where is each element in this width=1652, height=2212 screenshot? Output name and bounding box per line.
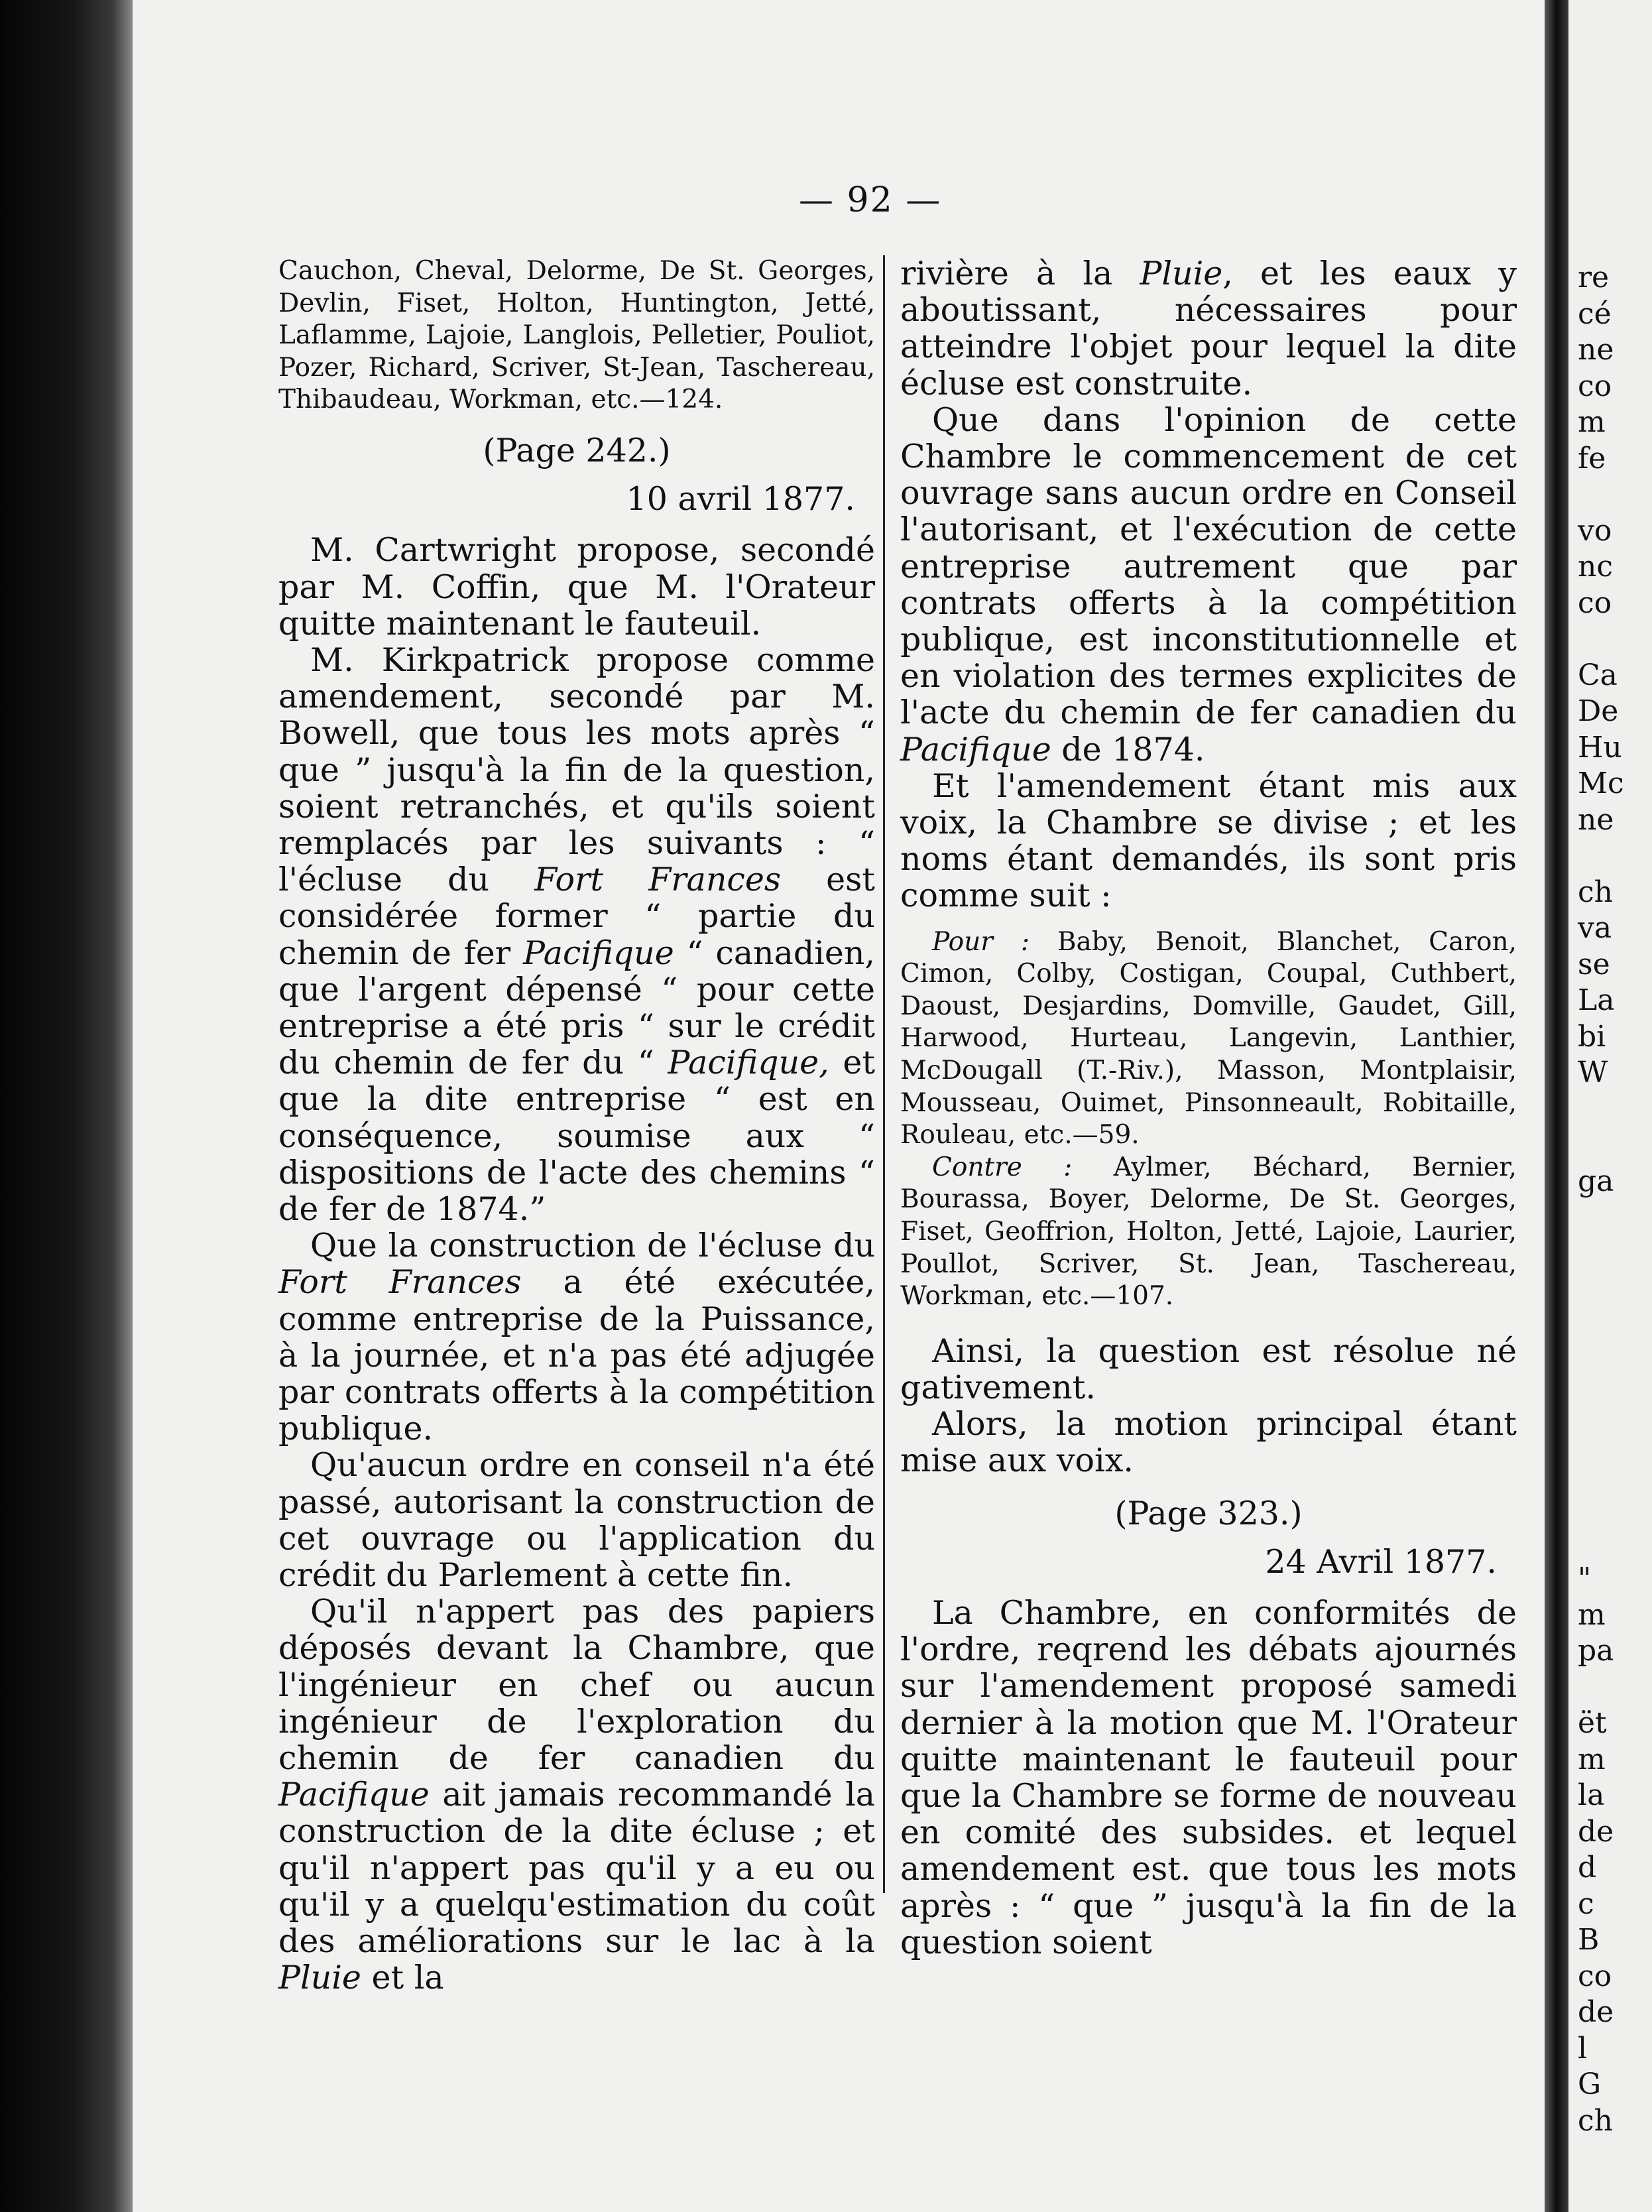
next-page-fragment: B [1578, 1923, 1600, 1957]
next-page-fragment: c [1578, 1886, 1594, 1921]
next-page-fragment: Hu [1578, 730, 1622, 765]
sitting-date-2: 24 Avril 1877. [1265, 1542, 1497, 1581]
paragraph-continuation: rivière à la Pluie, et les eaux y aboutissant, nécessaires pour atteindre l'objet pour lequel la dite écluse est construite. [900, 255, 1517, 402]
next-page-fragment: co [1578, 585, 1612, 620]
next-page-fragment: fe [1578, 441, 1606, 475]
sitting-date: 10 avril 1877. [626, 480, 855, 519]
next-page-fragment: co [1578, 1959, 1612, 1993]
next-page-fragment: ch [1578, 2103, 1613, 2138]
next-page-fragment: W [1578, 1056, 1608, 1089]
page-reference-2: (Page 323.) [1114, 1494, 1303, 1532]
paragraph-papers: Qu'il n'appert pas des papiers déposés devant la Chambre, que l'ingénieur en chef ou aucun ingénieur de l'exploration du chemin de fer canadien du Pacifique ait jamais recommandé la construction de la dite écluse ; et qu'il n'appert pas qu'il y a eu ou qu'il y a quelqu'estimation du coût des améliorations sur le lac à la Pluie et la [278, 1593, 875, 1997]
next-page-fragment: vo [1578, 513, 1612, 548]
next-page-fragment: Mc [1578, 767, 1624, 800]
next-page-fragment: " [1578, 1562, 1592, 1595]
next-page-fragment: ne [1578, 333, 1614, 367]
next-page-fragment: pa [1578, 1634, 1614, 1668]
paragraph-motion: M. Cartwright propose, secondé par M. Coffin, que M. l'Orateur quitte maintenant le fauteuil. [278, 531, 875, 643]
page-number: — 92 — [799, 180, 942, 220]
paragraph-construction: Que la construction de l'écluse du Fort Frances a été exécutée, comme entreprise de la Puissance, à la journée, et n'a pas été adjugée par contrats offerts à la compétition publique. [278, 1227, 875, 1448]
next-page-fragment: ne [1578, 802, 1614, 837]
next-page-fragment: cé [1578, 296, 1612, 331]
next-page-fragment: m [1578, 1597, 1606, 1632]
paragraph-main-motion: Alors, la motion principal étant mise aux voix. [900, 1405, 1517, 1480]
next-page-fragment: m [1578, 1742, 1606, 1776]
left-column [278, 255, 875, 1997]
next-page-fragment: re [1578, 261, 1610, 294]
next-page-fragment: ga [1578, 1164, 1614, 1198]
next-page-fragment: la [1578, 1778, 1605, 1812]
vote-pour: Pour : Baby, Benoit, Blanchet, Caron, Cimon, Colby, Costigan, Coupal, Cuthbert, Daoust, Desjardins, Domville, Gaudet, Gill, Harwood, Hurteau, Langevin, Lanthier, McDougall (T.-Riv.), Masson, Montplaisir, Mousseau, Ouimet, Pinsonneault, Robitaille, Rouleau, etc.—59. [900, 926, 1517, 1150]
next-page-fragment: La [1578, 983, 1615, 1017]
right-column [900, 255, 1517, 1961]
column-divider [883, 255, 885, 1893]
paragraph-division: Et l'amendement étant mis aux voix, la Chambre se divise ; et les noms étant demandés, ils sont pris comme suit : [900, 767, 1517, 915]
next-page-fragment: ët [1578, 1706, 1607, 1740]
paragraph-opinion: Que dans l'opinion de cette Chambre le commencement de cet ouvrage sans aucun ordre en Conseil l'autorisant, et l'exécution de cette entreprise autrement que par contrats offerts à la compétition publique, est inconstitutionnelle et en violation des termes explicites de l'acte du chemin de fer canadien du Pacifique de 1874. [900, 400, 1517, 768]
next-page-fragment: bi [1578, 1019, 1606, 1054]
next-page-fragment: de [1578, 1814, 1614, 1849]
next-page-fragment: d [1578, 1851, 1597, 1884]
next-page-fragment: nc [1578, 550, 1613, 584]
vote-contre: Contre : Aylmer, Béchard, Bernier, Bourassa, Boyer, Delorme, De St. Georges, Fiset, Geoffrion, Holton, Jetté, Lajoie, Laurier, Poullot, Scriver, St. Jean, Taschereau, Workman, etc.—107. [900, 1152, 1517, 1312]
page-reference: (Page 242.) [483, 431, 671, 469]
next-page-fragment: de [1578, 1995, 1614, 2029]
next-page-fragment: se [1578, 947, 1610, 981]
next-page-fragment: co [1578, 369, 1612, 403]
paragraph-debate: La Chambre, en conformités de l'ordre, reqrend les débats ajournés sur l'amendement proposé samedi dernier à la motion que M. l'Orateur quitte maintenant le fauteuil pour que la Chambre se forme de nouveau en comité des subsides. et lequel amendement est. que tous les mots après : “ que ” jusqu'à la fin de la question soient [900, 1594, 1517, 1961]
next-page-fragment: l [1578, 2031, 1588, 2065]
paragraph-amendment: M. Kirkpatrick propose comme amendement, secondé par M. Bowell, que tous les mots après “ que ” jusqu'à la fin de la question, soient retranchés, et qu'ils soient remplacés par les suivants : “ l'écluse du Fort Frances est considérée former “ partie du chemin de fer Pacifique “ canadien, que l'argent dépensé “ pour cette entreprise a été pris “ sur le crédit du chemin de fer du “ Pacifique, et que la dite entreprise “ est en conséquence, soumise aux “ dispositions de l'acte des chemins “ de fer de 1874.” [278, 641, 876, 1229]
next-page-fragment: va [1578, 911, 1612, 945]
paragraph-order-in-council: Qu'aucun ordre en conseil n'a été passé, autorisant la construction de cet ouvrage ou l'application du crédit du Parlement à cette fin. [278, 1446, 875, 1595]
vote-list-continuation: Cauchon, Cheval, Delorme, De St. Georges, Devlin, Fiset, Holton, Huntington, Jetté, Laflamme, Lajoie, Langlois, Pelletier, Pouliot, Pozer, Richard, Scriver, St-Jean, Taschereau, Thibaudeau, Workman, etc.—124. [278, 256, 875, 415]
paragraph-result: Ainsi, la question est résolue né gativement. [900, 1331, 1517, 1406]
next-page-fragment: ch [1578, 875, 1613, 909]
next-page-fragment: G [1578, 2067, 1602, 2101]
next-page-edge [1568, 0, 1652, 2212]
page-gutter [1545, 0, 1568, 2212]
next-page-fragment: De [1578, 694, 1619, 728]
next-page-fragment: Ca [1578, 658, 1618, 692]
next-page-fragment: m [1578, 405, 1606, 439]
book-binding-edge [0, 0, 133, 2212]
